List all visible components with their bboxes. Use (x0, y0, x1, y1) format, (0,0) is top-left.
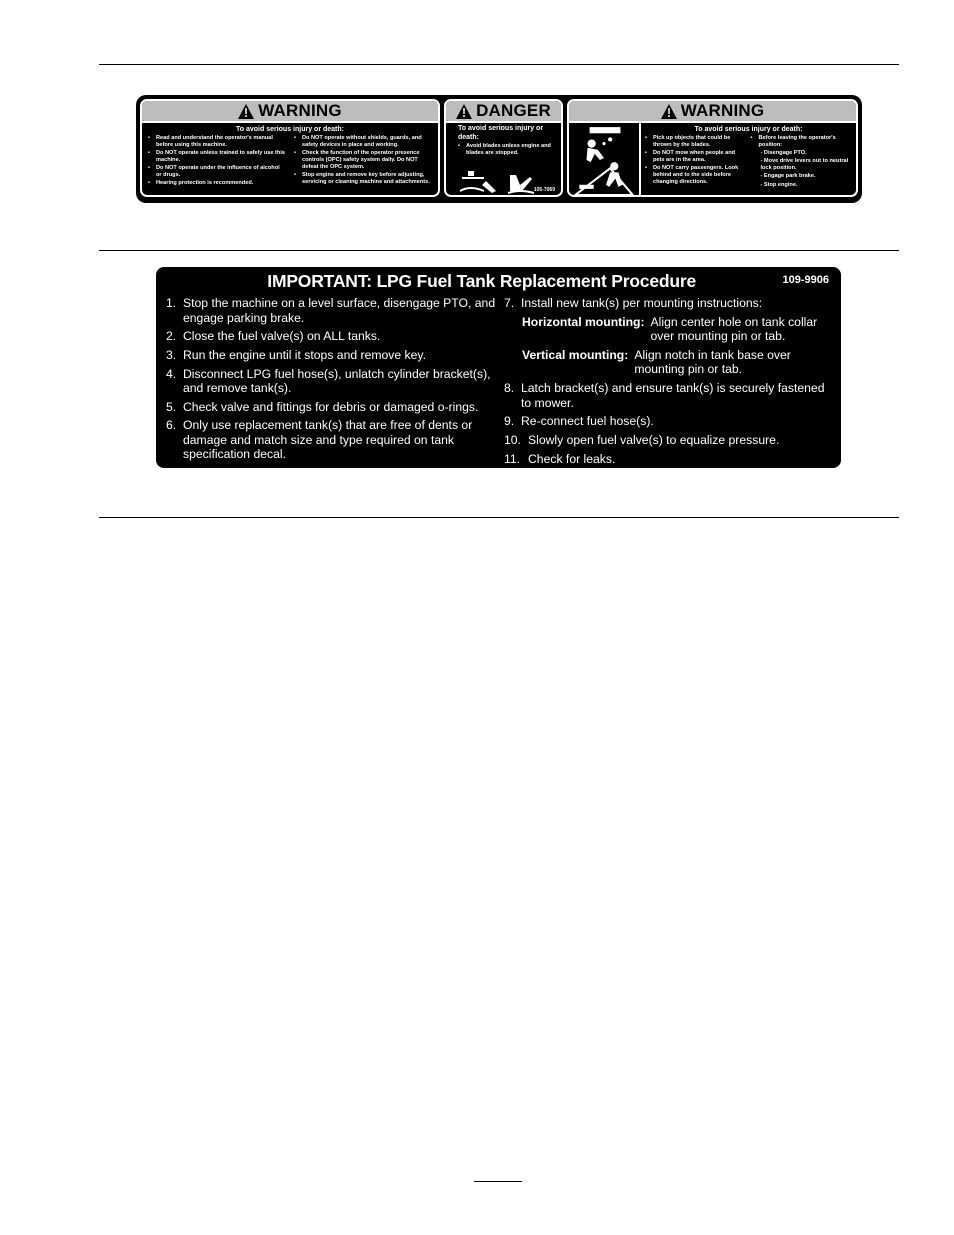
warning-item: • Do NOT operate under the influence of alcohol or drugs. (148, 165, 286, 179)
thrown-object-icon (587, 127, 621, 162)
procedure-step: 3. Run the engine until it stops and remove key. (166, 347, 426, 362)
warning-heading-right: WARNING (680, 101, 765, 120)
warning-panel-right (567, 99, 858, 197)
warning-item: • Do NOT mow when people and pets are in the area. (645, 150, 747, 164)
warning-panel-left (140, 99, 440, 197)
page-number-rule (474, 1181, 522, 1182)
warning-list-col1 (148, 135, 286, 187)
procedure-step: 5. Check valve and fittings for debris or damaged o-rings. (166, 399, 479, 414)
warning-item: • Do NOT carry passengers. Look behind and to the side before changing directions. (645, 165, 747, 185)
warning-header-right (569, 101, 856, 123)
procedure-step: 11. Check for leaks. (504, 451, 616, 466)
warning-item: • Stop engine and remove key before adjusting, servicing or cleaning machine and attachments. (294, 172, 432, 186)
procedure-steps-left (166, 296, 496, 466)
warning-subheading-right: To avoid serious injury or death: (694, 126, 803, 133)
warning-header (142, 101, 438, 123)
bottom-rule (99, 517, 899, 518)
warning-heading: WARNING (258, 101, 342, 120)
warning-triangle-icon (238, 104, 254, 119)
middle-rule (99, 250, 899, 251)
hazard-pictograms (569, 123, 641, 197)
procedure-steps-right (504, 296, 834, 470)
lpg-procedure-decal (156, 267, 841, 468)
leave-position-step: - Disengage PTO. (760, 150, 807, 157)
procedure-part-number: 109-9906 (782, 274, 829, 286)
warning-item: • Hearing protection is recommended. (148, 180, 286, 187)
warning-triangle-icon (661, 104, 677, 119)
warning-item: • Pick up objects that could be thrown by the blades. (645, 135, 747, 149)
procedure-step: 1. Stop the machine on a level surface, disengage PTO, and engage parking brake. (166, 296, 496, 325)
procedure-step: 2. Close the fuel valve(s) on ALL tanks. (166, 329, 381, 344)
procedure-step: 6. Only use replacement tank(s) that are free of dents or damage and match size and type required on tank specification decal. (166, 418, 473, 462)
top-rule (99, 64, 899, 65)
leave-position-steps (751, 150, 853, 188)
procedure-step: 4. Disconnect LPG fuel hose(s), unlatch cylinder bracket(s), and remove tank(s). (166, 366, 491, 396)
danger-heading: DANGER (476, 101, 551, 120)
danger-part-number: 105-7069 (533, 187, 555, 193)
warning-triangle-icon (456, 104, 472, 119)
procedure-step: 8. Latch bracket(s) and ensure tank(s) is securely fastened to mower. (504, 381, 825, 410)
passenger-slope-icon (575, 162, 633, 195)
procedure-step: 7. Install new tank(s) per mounting instructions: (504, 296, 763, 310)
warning-list-col2 (294, 135, 432, 186)
danger-item: • Avoid blades unless engine and blades are stopped. (458, 143, 561, 157)
horizontal-mounting: Horizontal mounting: Align center hole on tank collar over mounting pin or tab. (522, 314, 818, 344)
warning-item: • Check the function of the operator presence controls (OPC) safety system daily. Do NOT defeat the OPC system. (294, 150, 432, 170)
warning-right-list-col1 (645, 135, 747, 186)
leave-position-step: - Move drive levers out to neutral lock position. (760, 158, 849, 172)
danger-subheading: To avoid serious injury or death: (458, 125, 544, 141)
warning-subheading: To avoid serious injury or death: (236, 126, 344, 133)
leave-position-step: - Stop engine. (760, 181, 798, 188)
danger-header (446, 101, 561, 123)
warning-item: • Do NOT operate without shields, guards, and safety devices in place and working. (294, 135, 432, 149)
procedure-step: 10. Slowly open fuel valve(s) to equalize pressure. (504, 432, 780, 447)
safety-decal (136, 95, 862, 203)
procedure-step: 9. Re-connect fuel hose(s). (504, 414, 654, 429)
warning-item: • Do NOT operate unless trained to safely use this machine. (148, 150, 286, 164)
leave-position-step: - Engage park brake. (760, 173, 816, 180)
danger-list (446, 143, 561, 157)
danger-panel (444, 99, 563, 197)
warning-item: • Read and understand the operator's manual before using this machine. (148, 135, 286, 149)
leave-position-lead: • Before leaving the operator's position: (751, 135, 853, 149)
vertical-mounting: Vertical mounting: Align notch in tank base over mounting pin or tab. (522, 347, 791, 377)
blade-foot-icon (508, 175, 534, 193)
procedure-title: IMPORTANT: LPG Fuel Tank Replacement Procedure (267, 271, 696, 291)
blade-hand-icon (460, 171, 496, 193)
